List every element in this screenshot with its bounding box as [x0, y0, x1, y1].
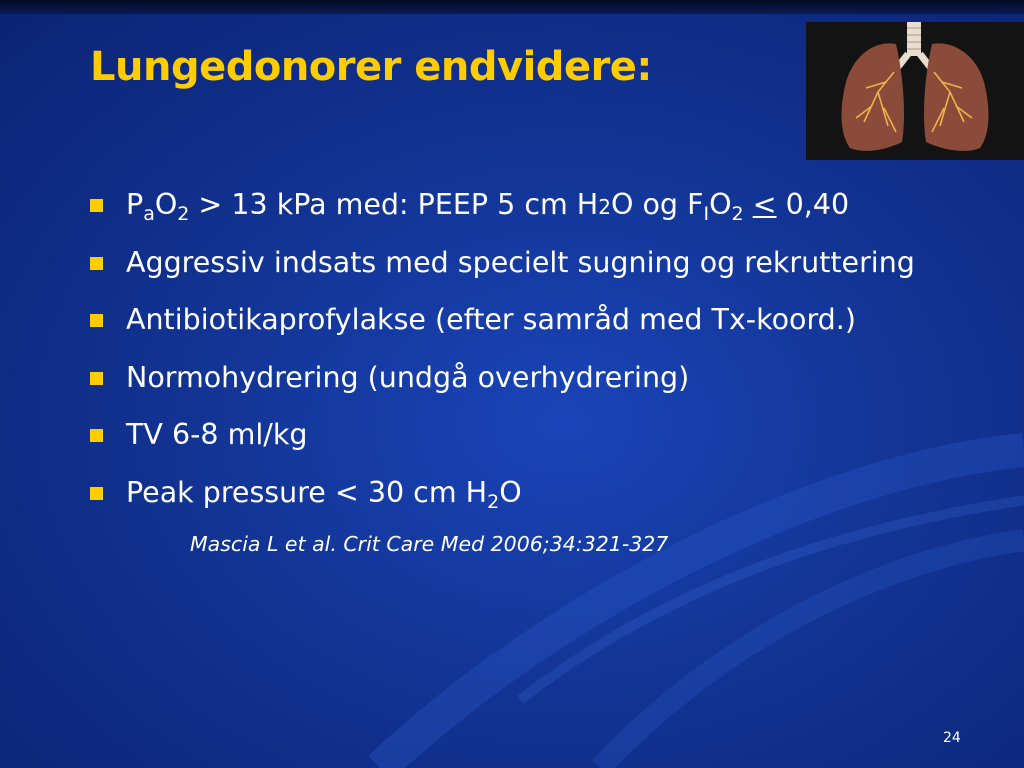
bullet-square-icon [90, 199, 103, 212]
bullet-item-pao2: $P_aO_2 > 13$ kPa med: PEEP 5 cm H2O og $F_IO_2 < 0,40$ [90, 182, 1020, 240]
bullet-square-icon [90, 257, 103, 270]
bullet-square-icon [90, 314, 103, 327]
bullet-square-icon [90, 487, 103, 500]
citation: Mascia L et al. Crit Care Med 2006;34:321-327 [190, 532, 669, 556]
bullet-item-antibiotics: Antibiotikaprofylakse (efter samråd med Tx-koord.) [90, 297, 1020, 355]
bullet-item-peak-pressure: Peak pressure < 30 cm $H_2O$ [90, 470, 1020, 528]
bullet-item-tidal-volume: TV 6-8 ml/kg [90, 412, 1020, 470]
bullet-item-normohydration: Normohydrering (undgå overhydrering) [90, 355, 1020, 413]
bullet-item-aggressive: Aggressiv indsats med specielt sugning og rekruttering [90, 240, 1020, 298]
bullet-square-icon [90, 429, 103, 442]
lungs-image [806, 22, 1024, 160]
bullet-square-icon [90, 372, 103, 385]
bullet-list [90, 182, 1020, 527]
page-number: 24 [943, 730, 961, 746]
slide-title: Lungedonorer endvidere: [90, 44, 652, 90]
